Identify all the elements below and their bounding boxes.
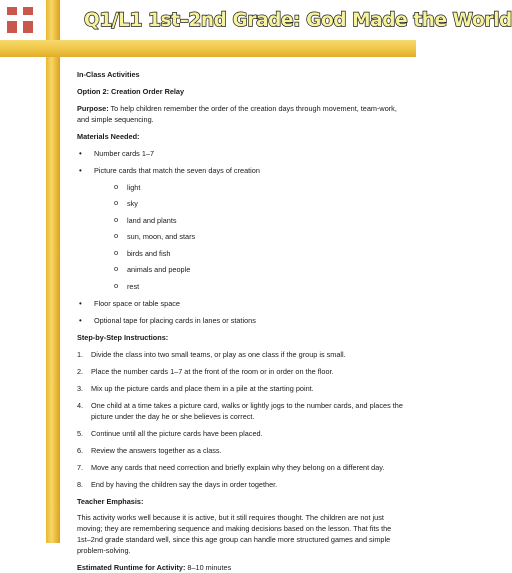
- list-item: • Floor space or table space: [77, 298, 405, 309]
- steps-heading: Step-by-Step Instructions:: [77, 332, 169, 342]
- page-title: Q1/L1 1st–2nd Grade: God Made the World: [84, 10, 512, 31]
- step-text: Continue until all the picture cards have been placed.: [91, 428, 263, 438]
- step-text: Move any cards that need correction and briefly explain why they belong on a different day.: [91, 462, 385, 472]
- step-number: 6.: [77, 445, 84, 455]
- list-item: [77, 165, 405, 292]
- purpose-label: Purpose:: [77, 104, 109, 113]
- step-number: 8.: [77, 479, 84, 489]
- step-item: [77, 383, 405, 394]
- step-number: 5.: [77, 428, 84, 438]
- list-item-label: Picture cards that match the seven days of creation: [94, 166, 260, 175]
- step-text: Mix up the picture cards and place them in a pile at the starting point.: [91, 383, 314, 393]
- steps-list: [77, 349, 405, 490]
- emphasis-heading: Teacher Emphasis:: [77, 496, 144, 506]
- document-body: [77, 69, 405, 573]
- option-title: Option 2: Creation Order Relay: [77, 87, 185, 96]
- purpose-text: To help children remember the order of the creation days through movement, team-work, and simple sequencing.: [77, 104, 397, 124]
- emphasis-paragraph: This activity works well because it is active, but it still requires thought. The children are not just moving; they are remembering sequence and making decisions based on the lesson. That fits the 1st–2nd grade standard well, since this age group can handle more structured games and simple problem-solving.: [77, 512, 392, 555]
- step-number: 4.: [77, 400, 84, 410]
- step-item: [77, 400, 405, 422]
- step-number: 1.: [77, 349, 84, 359]
- cross-horizontal-bar: [0, 40, 416, 57]
- materials-list: [77, 148, 405, 326]
- sub-list-item: o light: [94, 182, 405, 193]
- sub-list-item: o animals and people: [94, 264, 405, 275]
- sub-list-item: o birds and fish: [94, 248, 405, 259]
- step-item: [77, 462, 405, 473]
- step-text: End by having the children say the days in order together.: [91, 479, 278, 489]
- runtime-value: 8–10 minutes: [185, 562, 232, 572]
- step-text: One child at a time takes a picture card, walks or lightly jogs to the number cards, and places the picture under the day he or she believes is correct.: [91, 400, 403, 421]
- step-number: 3.: [77, 383, 84, 393]
- list-item: • Optional tape for placing cards in lanes or stations: [77, 315, 405, 326]
- step-number: 2.: [77, 366, 84, 376]
- cross-vertical-bar: [46, 0, 60, 543]
- step-text: Review the answers together as a class.: [91, 445, 222, 455]
- runtime-line: [77, 562, 405, 573]
- step-item: [77, 479, 405, 490]
- step-item: [77, 445, 405, 456]
- sub-list-item: o land and plants: [94, 215, 405, 226]
- step-item: [77, 428, 405, 439]
- picture-cards-sublist: [94, 182, 405, 292]
- runtime-label: Estimated Runtime for Activity:: [77, 562, 186, 572]
- section-heading: In-Class Activities: [77, 70, 140, 79]
- cross-logo-icon: [5, 5, 35, 35]
- step-number: 7.: [77, 462, 84, 472]
- step-item: [77, 366, 405, 377]
- materials-heading: Materials Needed:: [77, 132, 140, 141]
- step-text: Place the number cards 1–7 at the front of the room or in order on the floor.: [91, 366, 334, 376]
- step-item: [77, 349, 405, 360]
- list-item: • Number cards 1–7: [77, 148, 405, 159]
- sub-list-item: o rest: [94, 281, 405, 292]
- step-text: Divide the class into two small teams, or play as one class if the group is small.: [91, 349, 346, 359]
- sub-list-item: o sun, moon, and stars: [94, 231, 405, 242]
- sub-list-item: o sky: [94, 198, 405, 209]
- purpose-paragraph: [77, 103, 405, 125]
